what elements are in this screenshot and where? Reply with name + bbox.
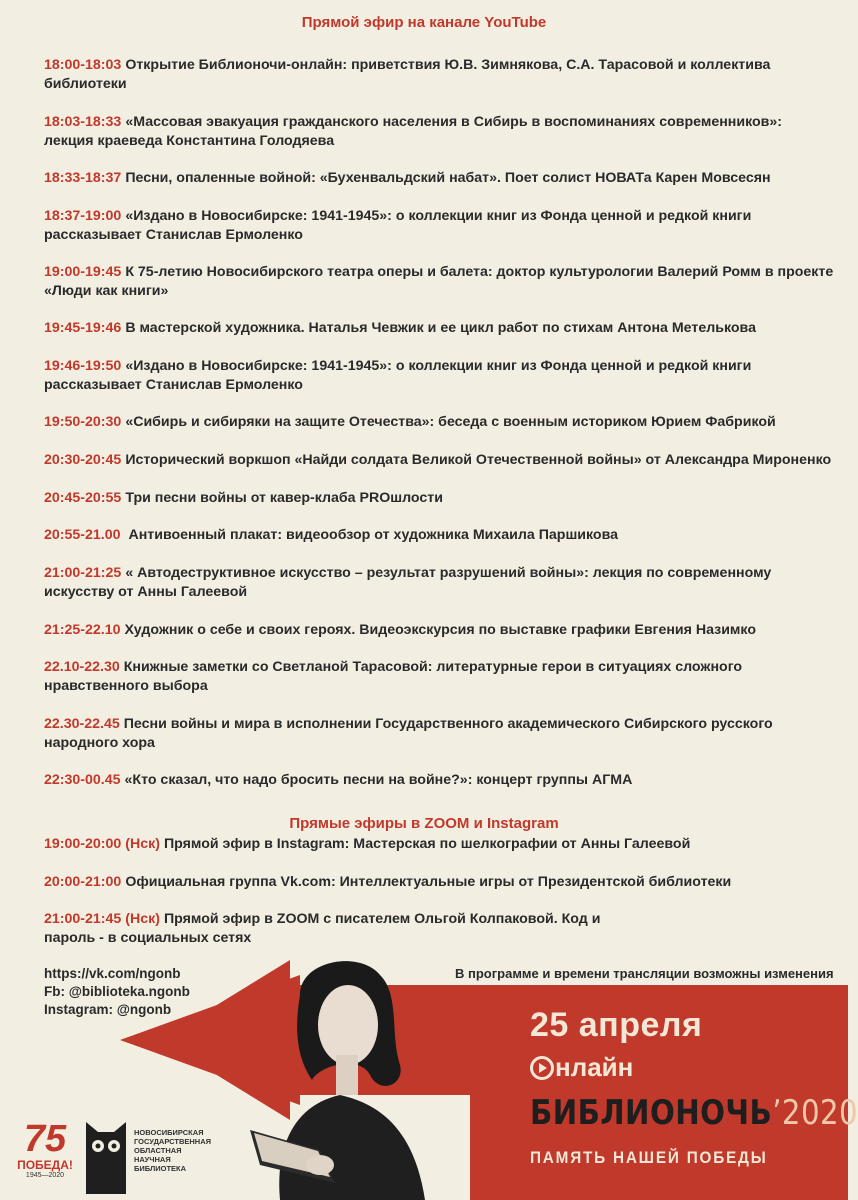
time-label: 19:00-19:45 — [44, 264, 122, 280]
library-name-line: ОБЛАСТНАЯ — [134, 1146, 182, 1155]
event-text: Прямой эфир в ZOOM с писателем Ольгой Колпаковой. Код и пароль - в социальных сетях — [44, 911, 601, 946]
hand-shape — [306, 1155, 334, 1175]
event-text: В мастерской художника. Наталья Чевжик и ее цикл работ по стихам Антона Метелькова — [125, 320, 756, 336]
event-date: 25 апреля — [530, 1006, 703, 1044]
event-text: Песни, опаленные войной: «Бухенвальдский набат». Поет солист НОВАТа Карен Мовсесян — [125, 170, 771, 186]
neck-shape — [336, 1055, 358, 1095]
event-title — [530, 1093, 858, 1133]
zoom-heading: Прямые эфиры в ZOOM и Instagram — [289, 815, 559, 832]
event-text: Антивоенный плакат: видеообзор от художника Михаила Паршикова — [124, 527, 619, 543]
event-text: Книжные заметки со Светланой Тарасовой: литературные герои в ситуациях сложного нравственного выбора — [44, 659, 743, 694]
event-subtitle: ПАМЯТЬ НАШЕЙ ПОБЕДЫ — [530, 1148, 768, 1167]
time-label: 20:45-20:55 — [44, 490, 122, 506]
time-label: 20:55-21.00 — [44, 527, 121, 543]
fb-link[interactable]: Fb: @biblioteka.ngonb — [44, 984, 190, 999]
logo-years: 1945—2020 — [25, 1172, 65, 1179]
time-label: 22.10-22.30 — [44, 659, 120, 675]
event-text: Официальная группа Vk.com: Интеллектуальные игры от Президентской библиотеки — [125, 874, 732, 890]
event-text: « Автодеструктивное искусство – результат разрушений войны»: лекция по современному искусству от Анны Галеевой — [44, 565, 772, 600]
youtube-play-icon — [530, 1056, 554, 1080]
library-name-line: БИБЛИОТЕКА — [134, 1164, 187, 1173]
time-label: 18:03-18:33 — [44, 114, 122, 130]
online-label — [530, 1052, 633, 1083]
event-text: К 75-летию Новосибирского театра оперы и балета: доктор культурологии Валерий Ромм в проекте «Люди как книги» — [44, 264, 834, 299]
library-name — [134, 1128, 211, 1173]
title-text: БИБЛИОНОЧЬ — [530, 1093, 773, 1133]
logo-label: ПОБЕДА! — [17, 1158, 73, 1172]
time-label: 18:00-18:03 — [44, 57, 122, 73]
library-name-line: НОВОСИБИРСКАЯ — [134, 1128, 204, 1137]
time-label: 19:50-20:30 — [44, 414, 122, 430]
logo-number: 75 — [23, 1118, 67, 1160]
event-text: «Массовая эвакуация гражданского населения в Сибирь в воспоминаниях современников»: лекция краеведа Константина Голодяева — [44, 114, 783, 149]
event-text: Три песни войны от кавер-клаба PROшлости — [125, 490, 443, 506]
online-text: нлайн — [555, 1052, 634, 1082]
time-label: 21:25-22.10 — [44, 622, 121, 638]
event-text: Песни войны и мира в исполнении Государственного академического Сибирского русского народного хора — [44, 716, 773, 751]
youtube-heading: Прямой эфир на канале YouTube — [301, 14, 547, 31]
owl-icon — [84, 1122, 128, 1194]
face-shape — [318, 985, 378, 1065]
time-label: 22:30-00.45 — [44, 772, 121, 788]
time-label: 20:00-21:00 — [44, 874, 122, 890]
library-name-line: ГОСУДАРСТВЕННАЯ — [134, 1137, 212, 1146]
event-text: «Издано в Новосибирске: 1941-1945»: о коллекции книг из Фонда ценной и редкой книги рассказывает Станислав Ермоленко — [44, 358, 752, 393]
time-label: 21:00-21:45 (Нск) — [44, 911, 160, 927]
time-label: 18:33-18:37 — [44, 170, 122, 186]
time-label: 19:46-19:50 — [44, 358, 122, 374]
vk-link[interactable]: https://vk.com/ngonb — [44, 966, 181, 981]
event-text: «Кто сказал, что надо бросить песни на войне?»: концерт группы АГМА — [124, 772, 633, 788]
title-year: ’2020 — [772, 1093, 858, 1133]
library-name-line: НАУЧНАЯ — [134, 1155, 171, 1164]
event-text: «Издано в Новосибирске: 1941-1945»: о коллекции книг из Фонда ценной и редкой книги рассказывает Станислав Ермоленко — [44, 208, 752, 243]
time-label: 20:30-20:45 — [44, 452, 122, 468]
time-label: 21:00-21:25 — [44, 565, 122, 581]
time-label: 22.30-22.45 — [44, 716, 120, 732]
event-text: Прямой эфир в Instagram: Мастерская по шелкографии от Анны Галеевой — [163, 836, 691, 852]
victory-75-logo — [14, 1120, 76, 1179]
event-text: Открытие Библионочи-онлайн: приветствия Ю.В. Зимнякова, С.А. Тарасовой и коллектива библиотеки — [44, 57, 771, 92]
time-label: 18:37-19:00 — [44, 208, 122, 224]
time-label: 19:45-19:46 — [44, 320, 122, 336]
event-text: Художник о себе и своих героях. Видеоэкскурсия по выставке графики Евгения Назимко — [124, 622, 757, 638]
woman-reading-illustration — [240, 955, 480, 1200]
time-label: 19:00-20:00 (Нск) — [44, 836, 160, 852]
event-text: «Сибирь и сибиряки на защите Отечества»: беседа с военным историком Юрием Фабрикой — [125, 414, 776, 430]
event-text: Исторический воркшоп «Найди солдата Великой Отечественной войны» от Александра Мироненко — [125, 452, 832, 468]
change-notice: В программе и времени трансляции возможны изменения — [455, 966, 834, 981]
instagram-link[interactable]: Instagram: @ngonb — [44, 1002, 172, 1017]
contacts-block — [44, 965, 190, 1019]
